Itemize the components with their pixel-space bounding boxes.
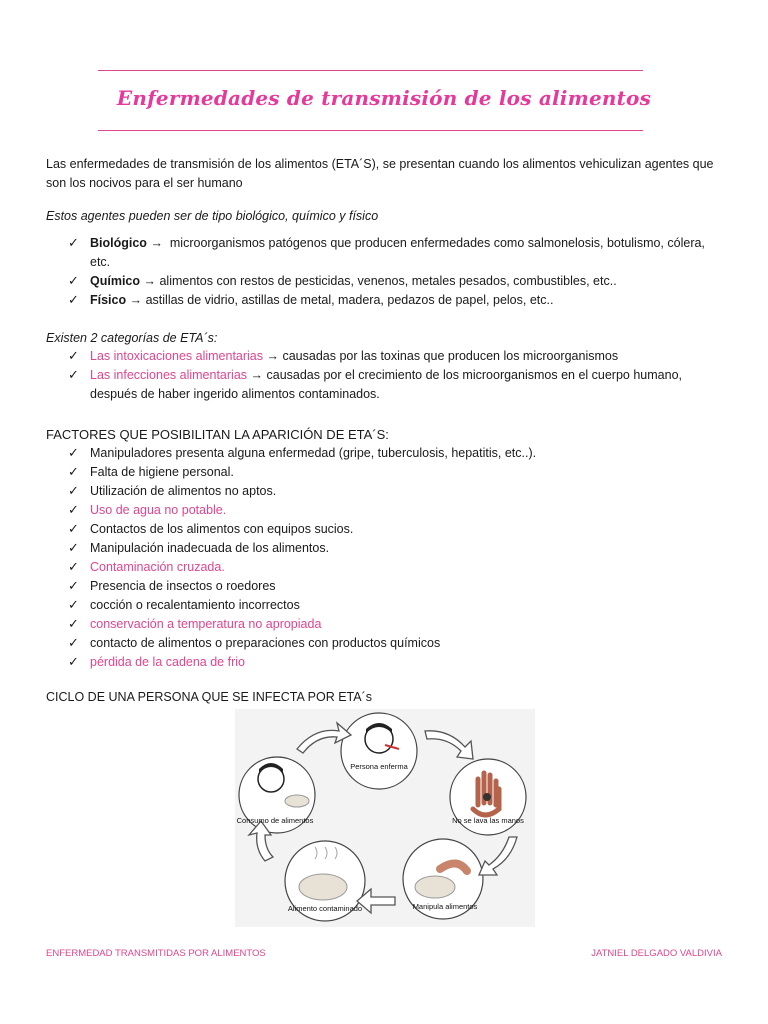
categories-list xyxy=(68,347,728,404)
agent-item-biologico xyxy=(68,234,728,272)
agent-text: alimentos con restos de pesticidas, venenos, metales pesados, combustibles, etc.. xyxy=(159,274,617,288)
factor-text: Presencia de insectos o roedores xyxy=(90,579,276,593)
check-icon: ✓ xyxy=(68,503,79,518)
factors-heading: FACTORES QUE POSIBILITAN LA APARICIÓN DE ETA´S: xyxy=(46,427,389,442)
check-icon: ✓ xyxy=(68,541,79,556)
factor-item xyxy=(68,634,728,653)
step-label-persona: Persona enferma xyxy=(350,762,408,771)
category-text: causadas por las toxinas que producen los microorganismos xyxy=(282,349,619,363)
check-icon: ✓ xyxy=(68,484,79,499)
factor-item xyxy=(68,463,728,482)
check-icon: ✓ xyxy=(68,274,79,289)
footer-left: ENFERMEDAD TRANSMITIDAS POR ALIMENTOS xyxy=(46,948,266,959)
check-icon: ✓ xyxy=(68,236,79,251)
agent-text: microorganismos patógenos que producen enfermedades como salmonelosis, botulismo, cólera, etc. xyxy=(90,236,705,269)
step-label-alimento: Alimento contaminado xyxy=(287,904,363,913)
page-title: Enfermedades de transmisión de los alimentos xyxy=(116,86,652,110)
factors-list xyxy=(68,444,728,672)
factor-item xyxy=(68,520,728,539)
agent-types-list xyxy=(68,234,728,310)
cycle-heading: CICLO DE UNA PERSONA QUE SE INFECTA POR ETA´s xyxy=(46,690,372,704)
step-label-consumo: Consumo de alimentos xyxy=(236,816,314,825)
arrow-icon: → xyxy=(143,274,156,288)
category-text: causadas por el crecimiento de los microorganismos en el cuerpo humano, después de haber ingerido alimentos contaminados. xyxy=(90,368,682,401)
check-icon: ✓ xyxy=(68,560,79,575)
factor-text: Contactos de los alimentos con equipos sucios. xyxy=(90,522,354,536)
arrow-icon: → xyxy=(129,293,143,307)
factor-text: Utilización de alimentos no aptos. xyxy=(90,484,277,498)
intro-paragraph: Las enfermedades de transmisión de los alimentos (ETA´S), se presentan cuando los alimentos vehiculizan agentes que son los nocivos para el ser humano xyxy=(46,157,714,190)
agents-line: Estos agentes pueden ser de tipo biológico, químico y físico xyxy=(46,209,379,223)
category-item xyxy=(68,366,728,404)
agent-text: astillas de vidrio, astillas de metal, madera, pedazos de papel, pelos, etc.. xyxy=(145,293,554,307)
check-icon: ✓ xyxy=(68,349,79,364)
factor-item xyxy=(68,615,728,634)
title-rule xyxy=(98,130,643,131)
factor-text: contacto de alimentos o preparaciones con productos químicos xyxy=(90,636,441,650)
check-icon: ✓ xyxy=(68,617,79,632)
agent-item-quimico xyxy=(68,272,728,291)
category-label: Las intoxicaciones alimentarias xyxy=(90,349,264,363)
factor-item xyxy=(68,444,728,463)
top-rule xyxy=(98,70,643,71)
factor-text: Falta de higiene personal. xyxy=(90,465,234,479)
arrow-icon: → xyxy=(266,349,279,363)
factor-text: Manipulación inadecuada de los alimentos. xyxy=(90,541,330,555)
factor-text: Uso de agua no potable. xyxy=(90,503,227,517)
footer-right: JATNIEL DELGADO VALDIVIA xyxy=(591,948,722,959)
factor-text: Contaminación cruzada. xyxy=(90,560,225,574)
category-label: Las infecciones alimentarias xyxy=(90,368,248,382)
arrow-icon xyxy=(479,837,517,875)
eta-cycle-diagram xyxy=(235,709,535,927)
factor-text: cocción o recalentamiento incorrectos xyxy=(90,598,300,612)
categories-line: Existen 2 categorías de ETA´s: xyxy=(46,331,218,345)
check-icon: ✓ xyxy=(68,446,79,461)
factor-item xyxy=(68,596,728,615)
factor-item xyxy=(68,558,728,577)
check-icon: ✓ xyxy=(68,636,79,651)
check-icon: ✓ xyxy=(68,293,79,308)
factor-item xyxy=(68,501,728,520)
category-item xyxy=(68,347,728,366)
arrow-icon xyxy=(425,731,473,759)
step-label-manipula: Manipula alimentos xyxy=(412,902,478,911)
check-icon: ✓ xyxy=(68,368,79,383)
arrow-icon: → xyxy=(150,236,163,250)
factor-text: Manipuladores presenta alguna enfermedad (gripe, tuberculosis, hepatitis, etc..). xyxy=(90,446,537,460)
factor-item xyxy=(68,577,728,596)
check-icon: ✓ xyxy=(68,522,79,537)
agent-label: Químico xyxy=(90,274,141,288)
factor-item xyxy=(68,539,728,558)
factor-text: pérdida de la cadena de frio xyxy=(90,655,245,669)
agent-item-fisico xyxy=(68,291,728,310)
factor-text: conservación a temperatura no apropiada xyxy=(90,617,322,631)
check-icon: ✓ xyxy=(68,655,79,670)
agent-label: Biológico xyxy=(90,236,147,250)
check-icon: ✓ xyxy=(68,598,79,613)
factor-item xyxy=(68,482,728,501)
arrow-icon: → xyxy=(250,368,264,382)
step-label-manos: No se lava las manos xyxy=(452,816,524,825)
factor-item xyxy=(68,653,728,672)
check-icon: ✓ xyxy=(68,579,79,594)
agent-label: Físico xyxy=(90,293,127,307)
check-icon: ✓ xyxy=(68,465,79,480)
